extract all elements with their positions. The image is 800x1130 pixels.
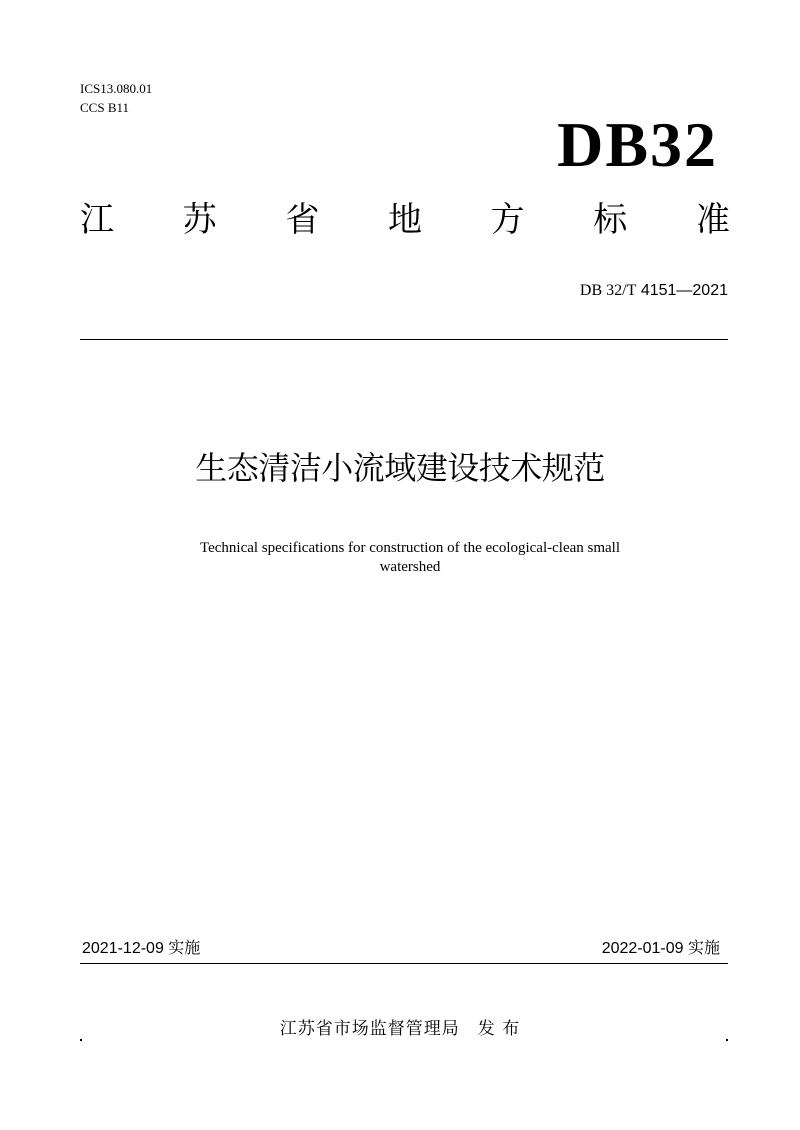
db-mark: DB32 xyxy=(557,109,718,180)
ics-code: ICS13.080.01 xyxy=(80,81,153,96)
top-divider xyxy=(80,339,728,340)
english-title-line: Technical specifications for construction of the ecological-clean small xyxy=(199,540,621,556)
chinese-title: 生态清洁小流域建设技术规范 xyxy=(195,449,605,487)
implementation-date: 2022-01-09 实施 xyxy=(601,940,720,957)
english-title xyxy=(150,539,670,577)
corner-dot xyxy=(80,1039,82,1041)
issue-date: 2021-12-09 实施 xyxy=(82,940,201,957)
corner-dot xyxy=(726,1039,728,1041)
issuer-line xyxy=(0,1017,800,1041)
standard-number-prefix: DB 32/T xyxy=(579,282,637,299)
english-title-line: watershed xyxy=(379,559,441,575)
standard-type-char: 省 xyxy=(285,199,320,240)
standard-type-heading xyxy=(80,186,730,246)
standard-type-char: 江 xyxy=(80,199,114,240)
standard-type-char: 地 xyxy=(387,199,422,240)
issuer-action: 发 布 xyxy=(477,1019,521,1039)
issuer-name: 江苏省市场监督管理局 xyxy=(279,1019,460,1039)
bottom-divider xyxy=(80,963,728,964)
standard-type-char: 方 xyxy=(490,199,525,240)
standard-number xyxy=(580,280,728,302)
standard-type-char: 苏 xyxy=(182,199,217,240)
standard-type-char: 标 xyxy=(593,199,628,240)
standard-type-char: 准 xyxy=(695,199,730,240)
ccs-code: CCS B11 xyxy=(80,100,130,115)
standard-number-value: 4151—2021 xyxy=(640,282,728,299)
